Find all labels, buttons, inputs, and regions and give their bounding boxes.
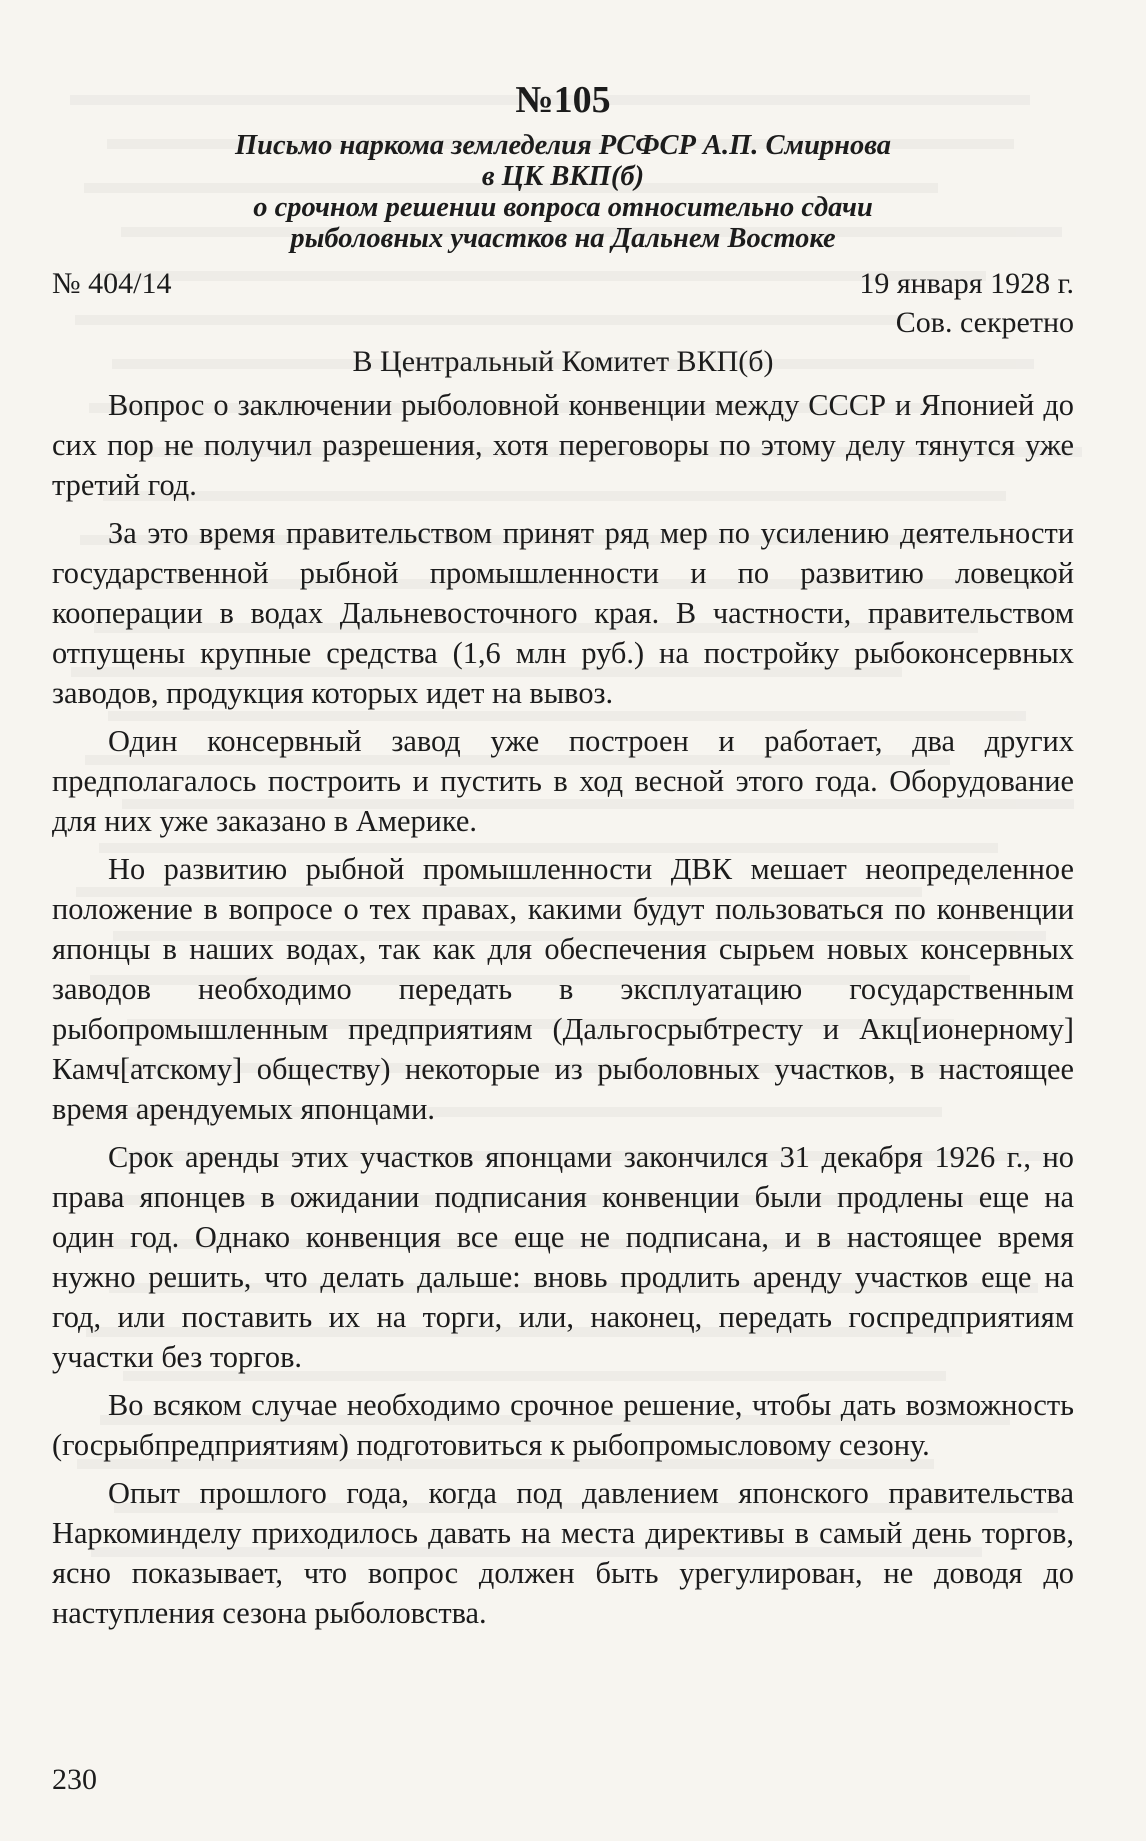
document-page <box>52 78 1074 1641</box>
title-line: Письмо наркома земледелия РСФСР А.П. Смирнова <box>234 130 892 161</box>
reference-number: № 404/14 <box>52 267 172 300</box>
paragraph: За это время правительством принят ряд мер по усилению деятельности государственной рыбной промышленности и по развитию ловецкой кооперации в водах Дальневосточного края. В частности, правительством отпущены крупные средства (1,6 млн руб.) на постройку рыбоконсервных заводов, продукция которых идет на вывоз. <box>52 516 1074 710</box>
paragraph: Во всяком случае необходимо срочное решение, чтобы дать возможность (госрыбпредприятиям) подготовиться к рыбопромысловому сезону. <box>52 1388 1074 1462</box>
page-number: 230 <box>52 1763 97 1796</box>
document-meta <box>52 264 1074 303</box>
addressee: В Центральный Комитет ВКП(б) <box>352 345 774 378</box>
title-line: рыболовных участков на Дальнем Востоке <box>290 223 836 254</box>
document-title <box>52 130 1074 254</box>
title-line: о срочном решении вопроса относительно сдачи <box>253 192 873 223</box>
paragraph: Один консервный завод уже построен и работает, два других предполагалось построить и пустить в ход весной этого года. Оборудование для них уже заказано в Америке. <box>52 724 1074 838</box>
letter-body <box>52 385 1074 1633</box>
paragraph: Вопрос о заключении рыболовной конвенции между СССР и Японией до сих пор не получил разрешения, хотя переговоры по этому делу тянутся уже третий год. <box>52 388 1074 502</box>
paragraph: Срок аренды этих участков японцами закончился 31 декабря 1926 г., но права японцев в ожидании подписания конвенции были продлены еще на один год. Однако конвенция все еще не подписана, и в настоящее время нужно решить, что делать дальше: вновь продлить аренду участков еще на год, или поставить их на торги, или, наконец, передать госпредприятиям участки без торгов. <box>52 1140 1074 1374</box>
document-date: 19 января 1928 г. <box>859 267 1074 300</box>
paragraph: Опыт прошлого года, когда под давлением японского правительства Наркоминделу приходилось давать на места директивы в самый день торгов, ясно показывает, что вопрос должен быть урегулирован, не доводя до наступления сезона рыболовства. <box>52 1476 1074 1630</box>
document-number: №105 <box>515 79 611 121</box>
secrecy-stamp: Сов. секретно <box>895 306 1074 339</box>
paragraph: Но развитию рыбной промышленности ДВК мешает неопределенное положение в вопросе о тех правах, какими будут пользоваться по конвенции японцы в наших водах, так как для обеспечения сырьем новых консервных заводов необходимо передать в эксплуатацию государственным рыбопромышленным предприятиям (Дальгосрыбтресту и Акц[ионерному] Камч[атскому] обществу) некоторые из рыболовных участков, в настоящее время арендуемых японцами. <box>52 852 1074 1126</box>
title-line: в ЦК ВКП(б) <box>481 161 645 192</box>
